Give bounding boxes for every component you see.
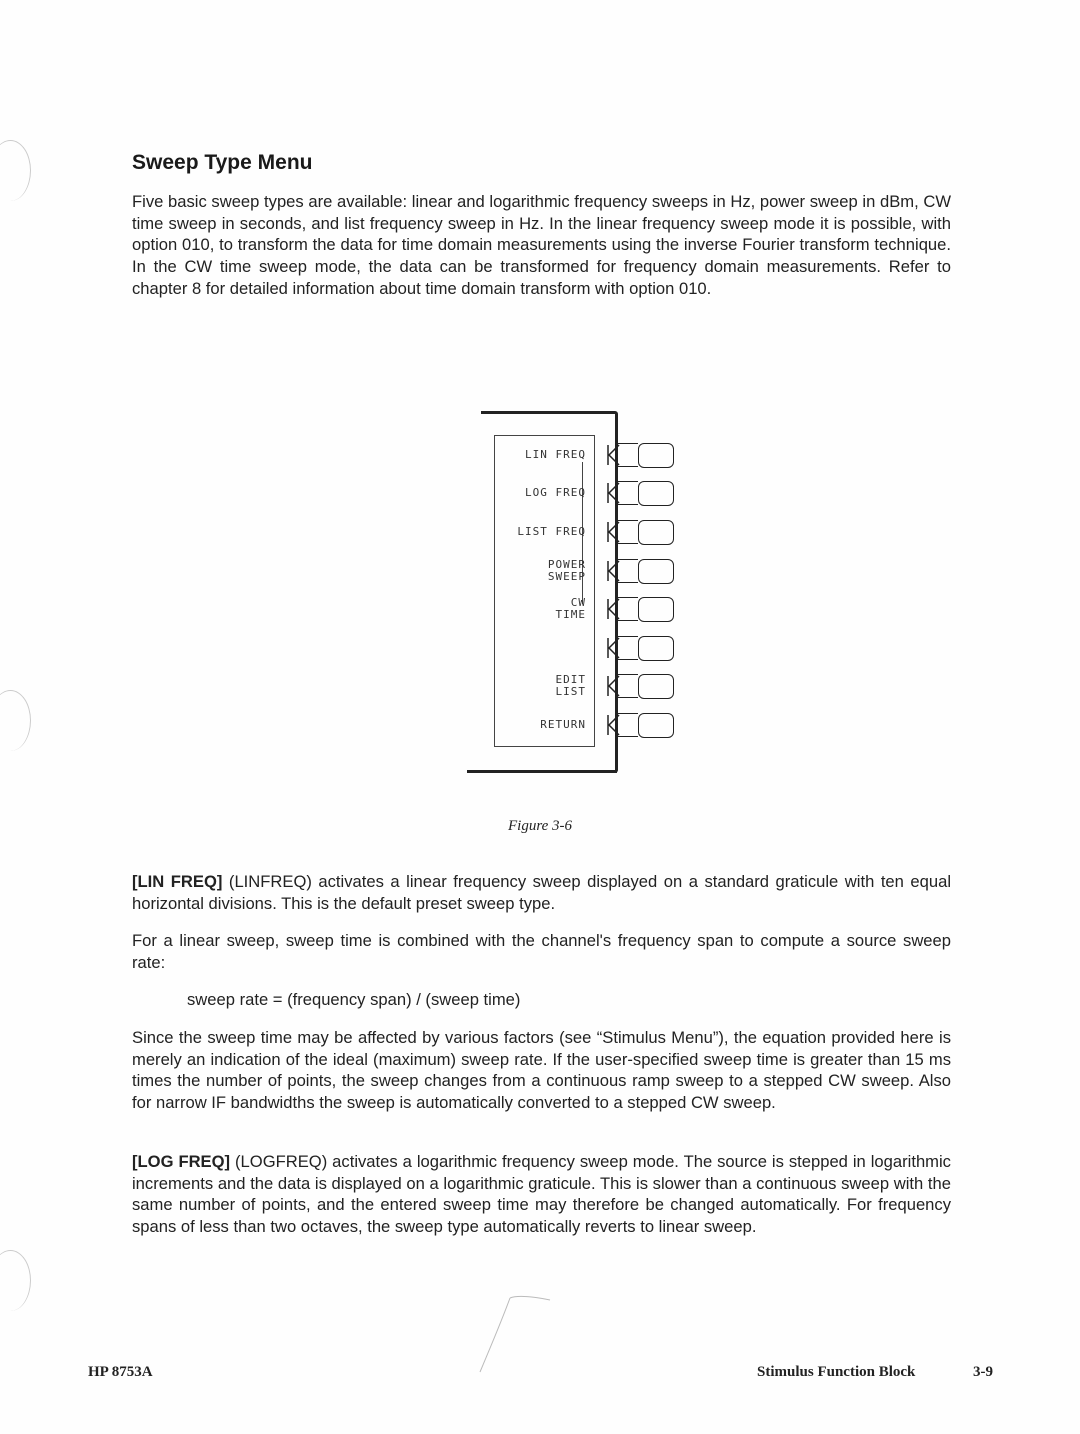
- softkey-pointer-icon: [606, 636, 622, 660]
- softkey-button-cap[interactable]: [638, 520, 674, 545]
- softkey-label-line: LIST FREQ: [517, 525, 586, 538]
- softkey-pointer-icon: [606, 443, 622, 467]
- sweep-rate-equation: sweep rate = (frequency span) / (sweep time): [187, 990, 521, 1009]
- softkey-button-cap[interactable]: [638, 443, 674, 468]
- softkey-label: [494, 526, 586, 538]
- pen-mark: [460, 1280, 560, 1380]
- softkey-button-edge: [618, 543, 638, 544]
- log-freq-text: (LOGFREQ) activates a logarithmic frequency sweep mode. The source is stepped in logarithmic increments and the data is displayed on a logarithmic graticule. This is slower than a continuous sweep with the same number of points, and the entered sweep time may therefore be changed automatically. For frequency spans of less than two octaves, the sweep type automatically reverts to linear sweep.: [132, 1152, 951, 1237]
- softkey-button-edge: [618, 697, 638, 698]
- softkey-button[interactable]: [618, 597, 638, 598]
- log-freq-paragraph: [132, 1151, 951, 1238]
- softkey-pointer-icon: [606, 481, 622, 505]
- softkey-button[interactable]: [618, 520, 638, 521]
- softkey-pointer-icon: [606, 520, 622, 544]
- softkey-button-edge: [618, 736, 638, 737]
- binding-hole-mark: [0, 1250, 31, 1311]
- softkey-label: [494, 597, 586, 621]
- softkey-label-line: LIN FREQ: [525, 448, 586, 461]
- softkey-pointer-icon: [606, 559, 622, 583]
- softkey-button-edge: [618, 466, 638, 467]
- softkey-button[interactable]: [618, 636, 638, 637]
- softkey-button[interactable]: [618, 713, 638, 714]
- softkey-label: [494, 674, 586, 698]
- softkey-button-cap[interactable]: [638, 674, 674, 699]
- softkey-button[interactable]: [618, 443, 638, 444]
- sweep-time-paragraph: Since the sweep time may be affected by various factors (see “Stimulus Menu”), the equation provided here is merely an indication of the ideal (maximum) sweep rate. If the user-specified sweep time is greater than 15 ms times the number of points, the sweep changes from a continuous ramp sweep to a stepped CW sweep. Also for narrow IF bandwidths the sweep is automatically converted to a stepped CW sweep.: [132, 1028, 951, 1113]
- section-heading: Sweep Type Menu: [132, 151, 313, 174]
- softkey-button-edge: [618, 659, 638, 660]
- softkey-pointer-icon: [606, 597, 622, 621]
- softkey-label-line: RETURN: [540, 718, 586, 731]
- binding-hole-mark: [0, 140, 31, 201]
- softkey-button[interactable]: [618, 559, 638, 560]
- softkey-button[interactable]: [618, 481, 638, 482]
- lin-freq-text: (LINFREQ) activates a linear frequency sweep displayed on a standard graticule with ten equal horizontal divisions. This is the default preset sweep type.: [132, 872, 951, 913]
- lin-freq-key: [LIN FREQ]: [132, 872, 223, 891]
- softkey-label-line: POWER: [547, 558, 586, 571]
- binding-hole-mark: [0, 690, 31, 751]
- softkey-button-cap[interactable]: [638, 636, 674, 661]
- softkey-button-cap[interactable]: [638, 481, 674, 506]
- softkey-label-line: SWEEP: [547, 570, 586, 583]
- softkey-label: [494, 719, 586, 731]
- log-freq-key: [LOG FREQ]: [132, 1152, 231, 1171]
- screen-menu-box: [494, 435, 595, 747]
- softkey-label: [494, 559, 586, 583]
- softkey-button-cap[interactable]: [638, 559, 674, 584]
- softkey-button-edge: [618, 620, 638, 621]
- softkey-button[interactable]: [618, 674, 638, 675]
- lin-freq-paragraph: [132, 871, 951, 914]
- softkey-label: [494, 449, 586, 461]
- softkey-label-line: EDIT: [555, 673, 586, 686]
- page-number: 3-9: [973, 1364, 993, 1380]
- softkey-pointer-icon: [606, 674, 622, 698]
- softkey-label-line: LIST: [555, 685, 586, 698]
- softkey-button-cap[interactable]: [638, 713, 674, 738]
- softkey-pointer-icon: [606, 713, 622, 737]
- footer-model: HP 8753A: [88, 1364, 153, 1380]
- softkey-label-line: CW: [570, 596, 586, 609]
- sweep-rate-paragraph: For a linear sweep, sweep time is combined with the channel's frequency span to compute a source sweep rate:: [132, 931, 951, 972]
- footer-section: Stimulus Function Block: [757, 1364, 916, 1380]
- softkey-button-edge: [618, 582, 638, 583]
- softkey-label-line: TIME: [555, 608, 586, 621]
- softkey-label-line: LOG FREQ: [525, 486, 586, 499]
- softkey-button-edge: [618, 504, 638, 505]
- intro-paragraph: Five basic sweep types are available: linear and logarithmic frequency sweeps in Hz, power sweep in dBm, CW time sweep in seconds, and list frequency sweep in Hz. In the linear frequency sweep mode it is possible, with option 010, to transform the data for time domain measurements using the inverse Fourier transform technique. In the CW time sweep mode, the data can be transformed for frequency domain measurements. Refer to chapter 8 for detailed information about time domain transform with option 010.: [132, 192, 951, 298]
- softkey-label: [494, 487, 586, 499]
- softkey-button-cap[interactable]: [638, 597, 674, 622]
- figure-caption: Figure 3-6: [507, 818, 572, 834]
